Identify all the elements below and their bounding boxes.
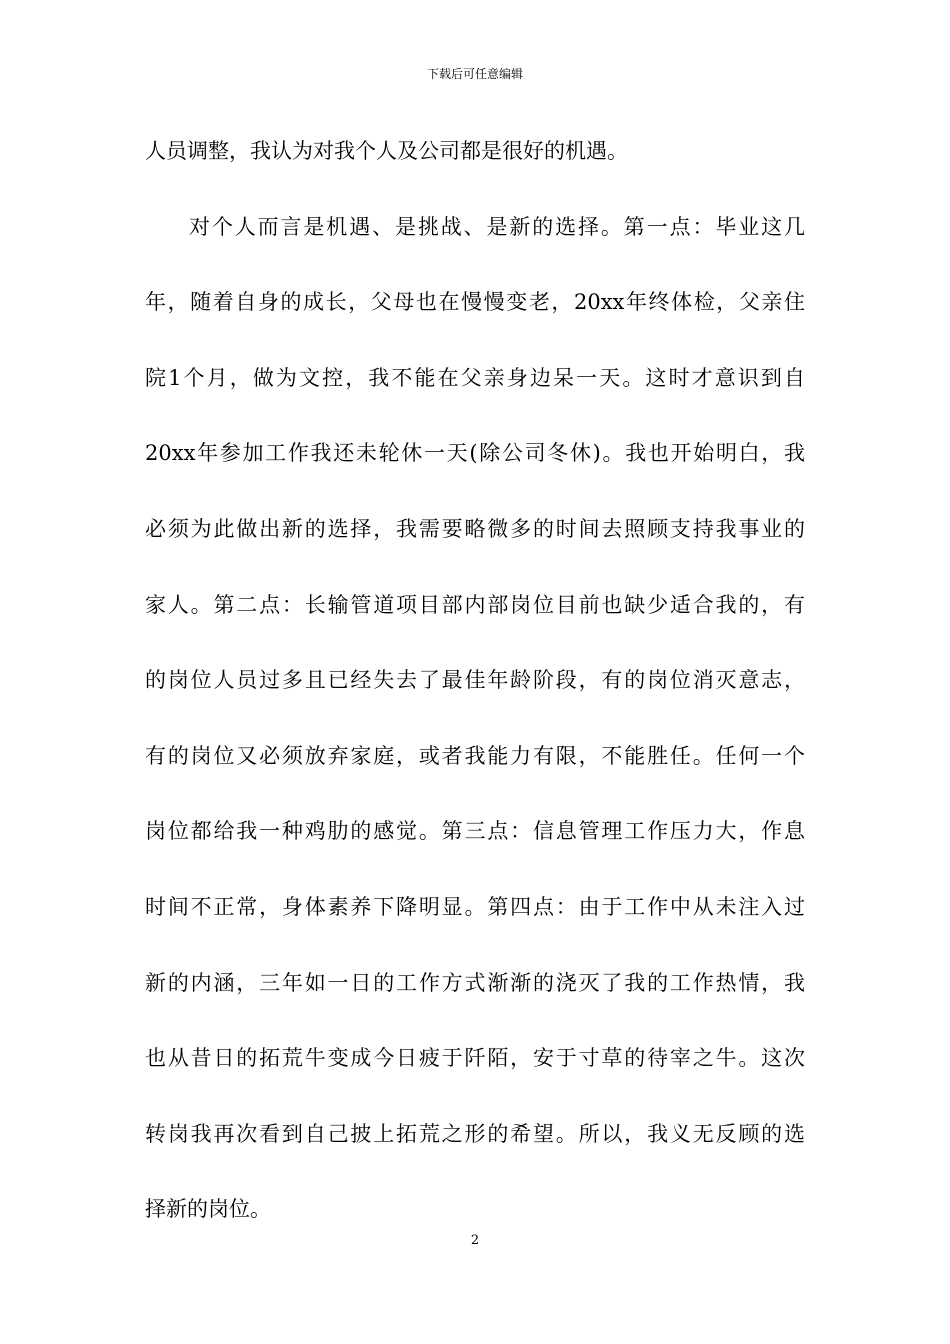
paragraph-line: 择新的岗位。 [145,1197,271,1222]
paragraph-line: 年，随着自身的成长，父母也在慢慢变老，20xx年终体检，父亲住 [145,290,805,315]
paragraph-line: 也从昔日的拓荒牛变成今日疲于阡陌，安于寸草的待宰之牛。这次 [145,1046,805,1071]
paragraph-line: 转岗我再次看到自己披上拓荒之形的希望。所以，我义无反顾的选 [145,1121,805,1146]
paragraph-line: 人员调整，我认为对我个人及公司都是很好的机遇。 [145,139,628,163]
page-header: 下载后可任意编辑 [426,67,523,81]
body-text [145,132,805,1266]
paragraph-line: 岗位都给我一种鸡肋的感觉。第三点：信息管理工作压力大，作息 [145,819,805,844]
paragraph-line: 有的岗位又必须放弃家庭，或者我能力有限，不能胜任。任何一个 [145,743,805,768]
paragraph-line: 20xx年参加工作我还未轮休一天(除公司冬休)。我也开始明白，我 [145,441,805,466]
paragraph-line: 的岗位人员过多且已经失去了最佳年龄阶段，有的岗位消灭意志， [145,668,805,693]
paragraph-line: 家人。第二点：长输管道项目部内部岗位目前也缺少适合我的，有 [145,592,805,617]
paragraph-line: 时间不正常，身体素养下降明显。第四点：由于工作中从未注入过 [145,894,805,919]
paragraph-line: 对个人而言是机遇、是挑战、是新的选择。第一点：毕业这几 [189,214,805,239]
paragraph-line: 必须为此做出新的选择，我需要略微多的时间去照顾支持我事业的 [145,516,805,541]
paragraph-line: 新的内涵，三年如一日的工作方式渐渐的浇灭了我的工作热情，我 [145,970,805,995]
paragraph-line: 院1个月，做为文控，我不能在父亲身边呆一天。这时才意识到自 [145,365,805,390]
page-number: 2 [470,1233,480,1248]
